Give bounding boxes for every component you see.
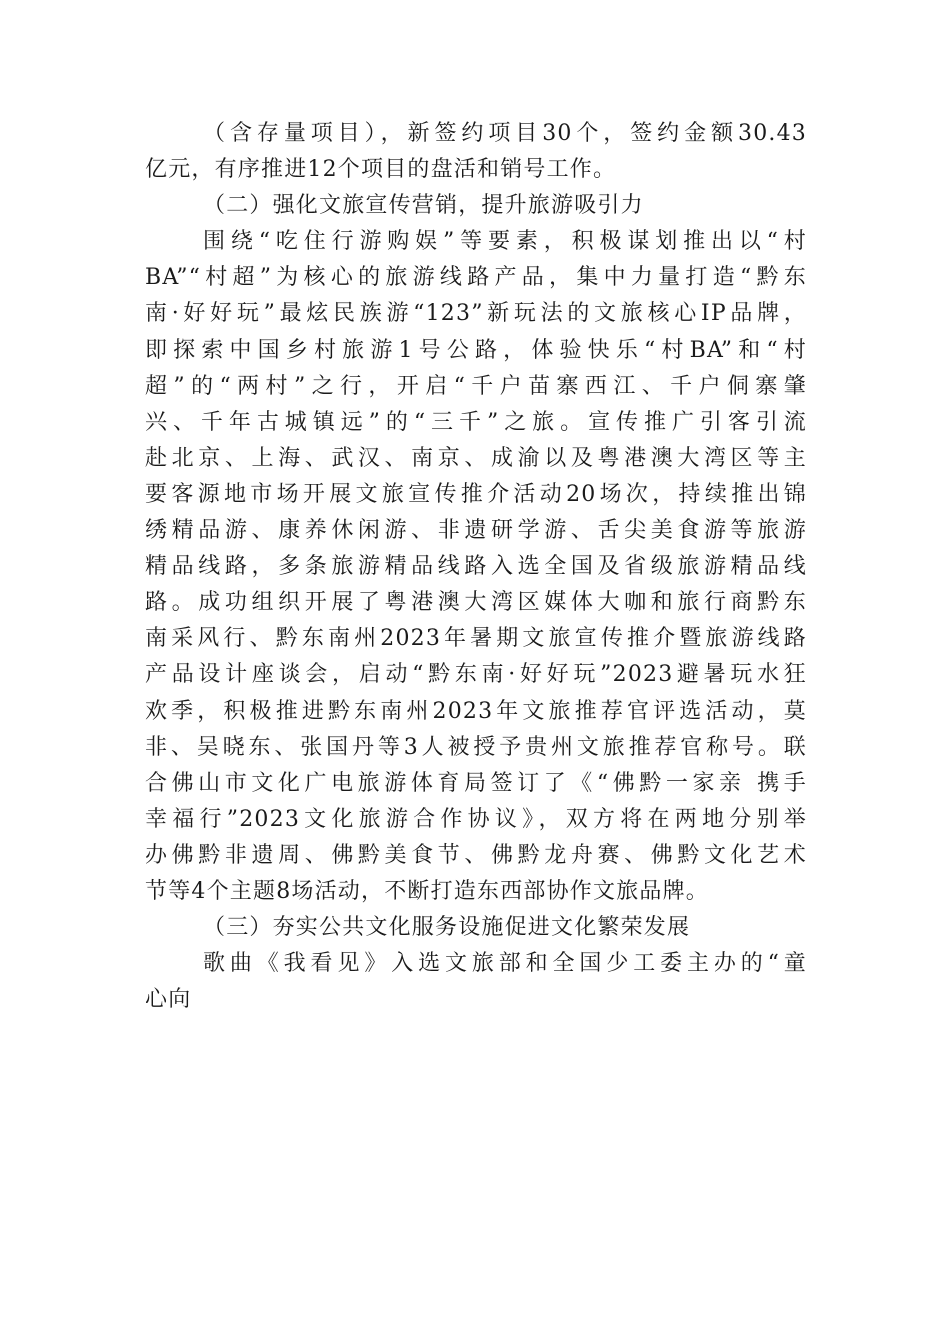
paragraph-line: 兴、千年古城镇远”的“三千”之旅。宣传推广引客引流 [145, 409, 807, 435]
paragraph-line: 节等4个主题8场活动，不断打造东西部协作文旅品牌。 [145, 878, 709, 904]
paragraph-line: 南·好好玩”最炫民族游“123”新玩法的文旅核心IP品牌， [145, 301, 807, 327]
paragraph-line: 即探索中国乡村旅游1号公路，体验快乐“村BA”和“村 [145, 337, 807, 363]
paragraph-line: 赴北京、上海、武汉、南京、成渝以及粤港澳大湾区等主 [145, 445, 807, 471]
paragraph-line: 路。成功组织开展了粤港澳大湾区媒体大咖和旅行商黔东 [145, 590, 807, 616]
paragraph-line: 围绕“吃住行游购娱”等要素，积极谋划推出以“村 [203, 229, 807, 255]
paragraph-line: 精品线路，多条旅游精品线路入选全国及省级旅游精品线 [145, 554, 807, 580]
paragraph-line: 办佛黔非遗周、佛黔美食节、佛黔龙舟赛、佛黔文化艺术 [145, 842, 807, 868]
paragraph-line: 亿元，有序推进12个项目的盘活和销号工作。 [145, 157, 617, 183]
paragraph-line: 绣精品游、康养休闲游、非遗研学游、舌尖美食游等旅游 [145, 518, 807, 544]
paragraph-line: 心向 [145, 987, 192, 1013]
document-body [145, 116, 807, 1018]
paragraph-line: 合佛山市文化广电旅游体育局签订了《“佛黔一家亲 携手 [145, 770, 807, 796]
section-heading-2: （二）强化文旅宣传营销，提升旅游吸引力 [203, 193, 644, 219]
paragraph-line: 产品设计座谈会，启动“黔东南·好好玩”2023避暑玩水狂 [145, 662, 807, 688]
paragraph-line: 欢季，积极推进黔东南州2023年文旅推荐官评选活动，莫 [145, 698, 807, 724]
paragraph-line: BA”“村超”为核心的旅游线路产品，集中力量打造“黔东 [145, 265, 807, 291]
paragraph-line: 超”的“两村”之行，开启“千户苗寨西江、千户侗寨肇 [145, 373, 807, 399]
section-heading-3: （三）夯实公共文化服务设施促进文化繁荣发展 [203, 915, 691, 941]
paragraph-line: 歌曲《我看见》入选文旅部和全国少工委主办的“童 [203, 951, 807, 977]
paragraph-line: 南采风行、黔东南州2023年暑期文旅宣传推介暨旅游线路 [145, 626, 807, 652]
paragraph-line: 幸福行”2023文化旅游合作协议》，双方将在两地分别举 [145, 806, 807, 832]
paragraph-line: （含存量项目），新签约项目30个，签约金额30.43 [203, 121, 807, 146]
paragraph-line: 非、吴晓东、张国丹等3人被授予贵州文旅推荐官称号。联 [145, 734, 807, 760]
paragraph-line: 要客源地市场开展文旅宣传推介活动20场次，持续推出锦 [145, 481, 807, 507]
